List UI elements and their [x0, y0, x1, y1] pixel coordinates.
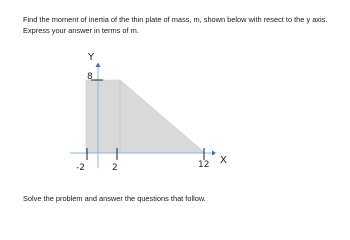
- thin-plate: [86, 80, 205, 153]
- instruction-text: Solve the problem and answer the questions that follow.: [23, 194, 206, 203]
- y-axis-arrow: [96, 63, 101, 68]
- x-axis-label: X: [220, 155, 227, 166]
- x-axis-arrow: [212, 151, 216, 156]
- top-y-label: 8: [87, 72, 93, 82]
- y-axis-label: Y: [88, 52, 95, 63]
- left-x-label: -2: [76, 163, 85, 173]
- question-text: Find the moment of inertia of the thin plate of mass, m, shown below with resect to the y axis. Express your answer in terms of m.: [23, 15, 328, 35]
- mid-x-label: 2: [112, 163, 118, 173]
- right-x-label: 12: [198, 160, 210, 170]
